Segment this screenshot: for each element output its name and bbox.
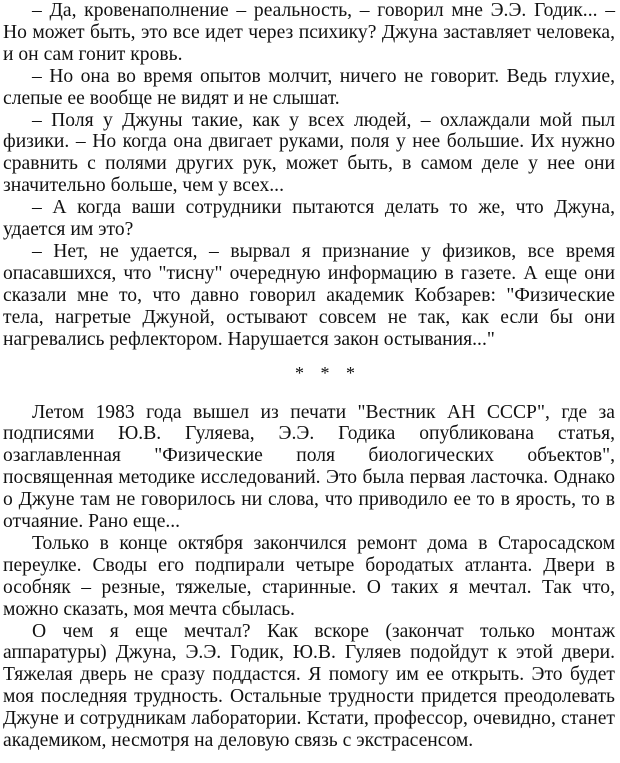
paragraph: – Да, кровенаполнение – реальность, – говорил мне Э.Э. Годик... – Но может быть, это все идет через психику? Джуна заставляет человека, и он сам гонит кровь. xyxy=(3,0,615,65)
paragraph: О чем я еще мечтал? Как вскоре (закончат только монтаж аппаратуры) Джуна, Э.Э. Годик, Ю.В. Гуляев подойдут к этой двери. Тяжелая дверь не сразу поддастся. Я помогу им ее открыть. Это будет моя последняя трудность. Остальные трудности придется преодолевать Джуне и сотрудникам лаборатории. Кстати, профессор, очевидно, станет академиком, несмотря на деловую связь с экстрасенсом. xyxy=(3,620,615,752)
paragraph: Только в конце октября закончился ремонт дома в Старосадском переулке. Своды его подпирали четыре бородатых атланта. Двери в особняк – резные, тяжелые, старинные. О таких я мечтал. Так что, можно сказать, моя мечта сбылась. xyxy=(3,532,615,620)
paragraph: Летом 1983 года вышел из печати "Вестник АН СССР", где за подписями Ю.В. Гуляева, Э.Э. Годика опубликована статья, озаглавленная "Физические поля биологических объектов", посвященная методике исследований. Это была первая ласточка. Однако о Джуне там не говорилось ни слова, что приводило ее то в ярость, то в отчаяние. Рано еще... xyxy=(3,401,615,533)
paragraph: – А когда ваши сотрудники пытаются делать то же, что Джуна, удается им это? xyxy=(3,197,615,241)
paragraph: – Нет, не удается, – вырвал я признание у физиков, все время опасавшихся, что "тисну" очередную информацию в газете. А еще они сказали мне то, что давно говорил академик Кобзарев: "Физические тела, нагретые Джуной, остывают совсем не так, как если бы они нагревались рефлектором. Нарушается закон остывания..." xyxy=(3,240,615,350)
paragraph: – Поля у Джуны такие, как у всех людей, – охлаждали мой пыл физики. – Но когда она двигает руками, поля у нее большие. Их нужно сравнить с полями других рук, может быть, в самом деле у нее они значительно больше, чем у всех... xyxy=(3,109,615,197)
section-separator: * * * xyxy=(295,362,361,383)
book-page xyxy=(3,0,615,752)
paragraph: – Но она во время опытов молчит, ничего не говорит. Ведь глухие, слепые ее вообще не видят и не слышат. xyxy=(3,65,615,109)
